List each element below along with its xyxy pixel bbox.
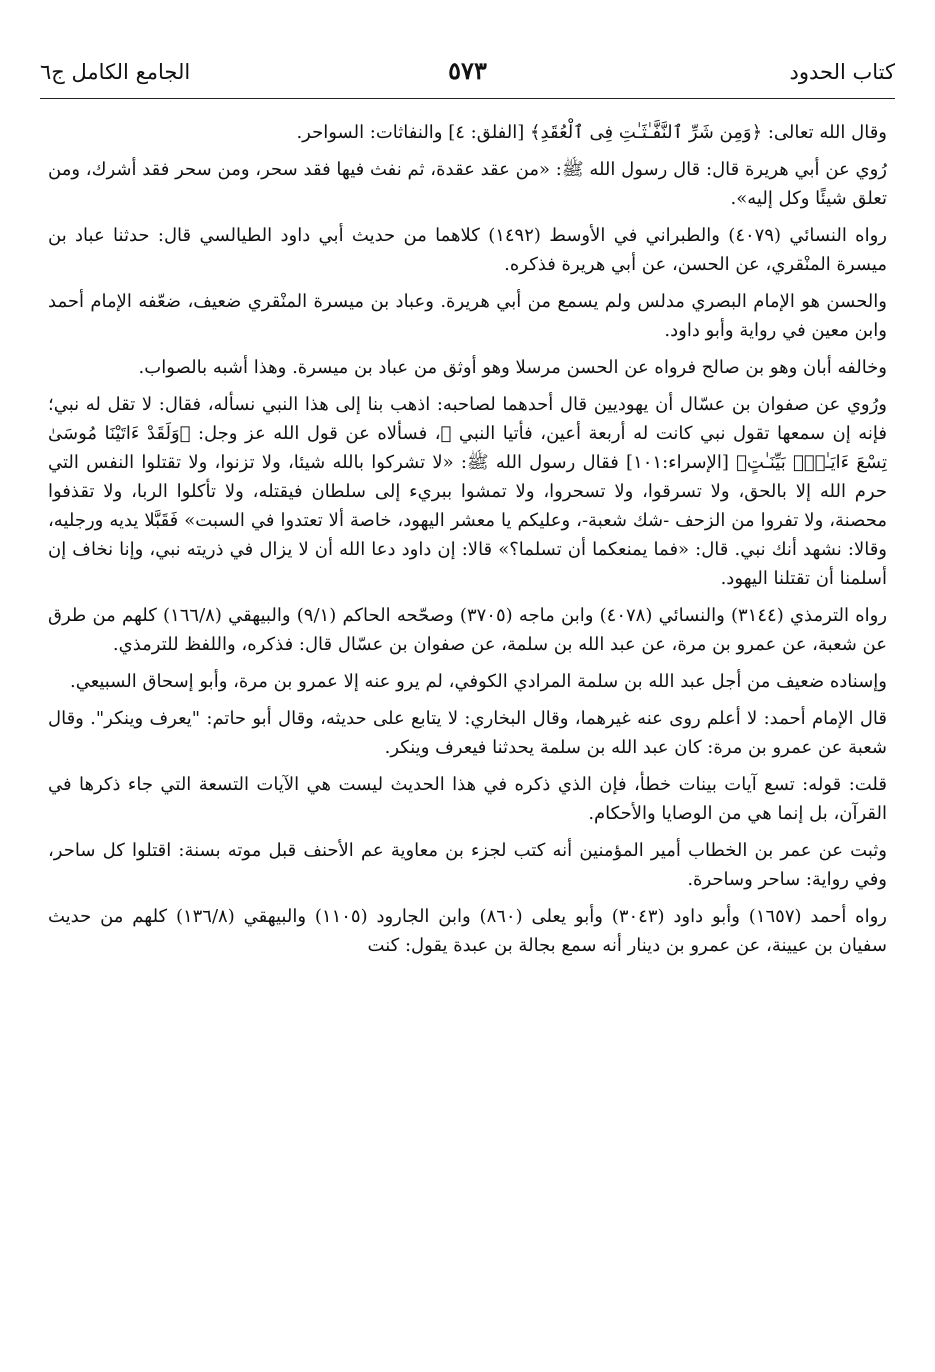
paragraph: قال الإمام أحمد: لا أعلم روى عنه غيرهما، وقال البخاري: لا يتابع على حديثه، وقال أبو حاتم: "يعرف وينكر". وقال شعبة عن عمرو بن مرة: كان عبد الله بن سلمة يحدثنا فيعرف وينكر. <box>48 708 887 758</box>
paragraph: ورُوي عن صفوان بن عسّال أن يهوديين قال أحدهما لصاحبه: اذهب بنا إلى هذا النبي نسأله، فقال: لا تقل له نبي؛ فإنه إن سمعها تقول نبي كانت له أربعة أعين، فأتيا النبي ﷺ، فسألاه عن قول الله عز وجل: ﴿وَلَقَدْ ءَاتَيْنَا مُوسَىٰ تِسْعَ ءَايَـٰتٍۭ بَيِّنَـٰتٍ﴾ [الإسراء:١٠١] فقال رسول الله ﷺ: «لا تشركوا بالله شيئا، ولا تزنوا، ولا تقتلوا النفس التي حرم الله إلا بالحق، ولا تسرقوا، ولا تسحروا، ولا تمشوا ببريء إلى سلطان فيقتله، ولا تأكلوا الربا، ولا تقذفوا محصنة، ولا تفروا من الزحف -شك شعبة-، وعليكم يا معشر اليهود، خاصة ألا تعتدوا في السبت» فَقَبَّلا يديه ورجليه، وقالا: نشهد أنك نبي. قال: «فما يمنعكما أن تسلما؟» قالا: إن داود دعا الله أن لا يزال في ذريته نبي، وإنا نخاف إن أسلمنا أن تقتلنا اليهود. <box>48 394 887 589</box>
page-header <box>40 52 895 92</box>
paragraph: رواه الترمذي (٣١٤٤) والنسائي (٤٠٧٨) وابن ماجه (٣٧٠٥) وصحّحه الحاكم (٩/١) والبيهقي (١٦٦/٨) كلهم من طرق عن شعبة، عن عمرو بن مرة، عن عبد الله بن سلمة، عن صفوان بن عسّال قال: فذكره، واللفظ للترمذي. <box>48 605 887 655</box>
running-head-section: كتاب الحدود <box>789 60 895 84</box>
paragraph: رُوي عن أبي هريرة قال: قال رسول الله ﷺ: «من عقد عقدة، ثم نفث فيها فقد سحر، ومن سحر فقد أشرك، ومن تعلق شيئًا وكل إليه». <box>48 159 887 209</box>
paragraph: وقال الله تعالى: ﴿وَمِن شَرِّ ٱلنَّفَّـٰثَـٰتِ فِى ٱلْعُقَدِ﴾ [الفلق: ٤] والنفاثات: السواحر. <box>296 122 887 143</box>
paragraph: والحسن هو الإمام البصري مدلس ولم يسمع من أبي هريرة. وعباد بن ميسرة المنْقري ضعيف، ضعّفه الإمام أحمد وابن معين في رواية وأبو داود. <box>48 291 887 341</box>
header-rule <box>40 98 895 99</box>
running-head-title: الجامع الكامل ج٦ <box>40 60 191 84</box>
paragraph: قلت: قوله: تسع آيات بينات خطأ، فإن الذي ذكره في هذا الحديث ليست هي الآيات التسعة التي جاء ذكرها في القرآن، بل إنما هي من الوصايا والأحكام. <box>48 774 887 824</box>
page-number: ٥٧٣ <box>448 56 487 85</box>
page-body <box>48 118 887 1362</box>
paragraph: رواه أحمد (١٦٥٧) وأبو داود (٣٠٤٣) وأبو يعلى (٨٦٠) وابن الجارود (١١٠٥) والبيهقي (١٣٦/٨) كلهم من حديث سفيان بن عيينة، عن عمرو بن دينار أنه سمع بجالة بن عبدة يقول: كنت <box>48 906 887 956</box>
paragraph: وخالفه أبان وهو بن صالح فرواه عن الحسن مرسلا وهو أوثق من عباد بن ميسرة. وهذا أشبه بالصواب. <box>138 357 887 378</box>
paragraph: رواه النسائي (٤٠٧٩) والطبراني في الأوسط (١٤٩٢) كلاهما من حديث أبي داود الطيالسي قال: حدثنا عباد بن ميسرة المنْقري، عن الحسن، عن أبي هريرة فذكره. <box>48 225 887 275</box>
paragraph: وثبت عن عمر بن الخطاب أمير المؤمنين أنه كتب لجزء بن معاوية عم الأحنف قبل موته بسنة: اقتلوا كل ساحر، وفي رواية: ساحر وساحرة. <box>48 840 887 890</box>
paragraph: وإسناده ضعيف من أجل عبد الله بن سلمة المرادي الكوفي، لم يرو عنه إلا عمرو بن مرة، وأبو إسحاق السبيعي. <box>69 671 887 692</box>
